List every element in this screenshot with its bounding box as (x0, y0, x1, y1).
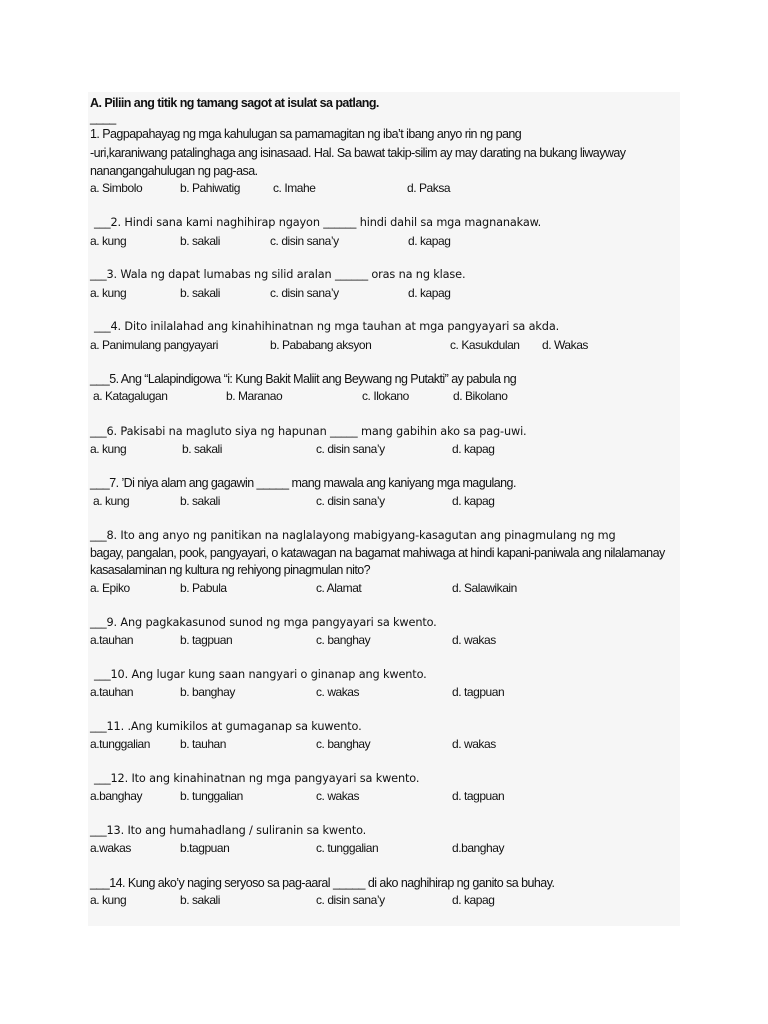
question-1-line-2: -uri,karaniwang patalinghaga ang isinasaad. Hal. Sa bawat takip-silim ay may darating na bukang liwayway (90, 146, 626, 160)
question-4-option-a: a. Panimulang pangyayari (90, 338, 218, 352)
question-5-option-a: a. Katagalugan (93, 389, 168, 403)
question-7: ___7. ’Di niya alam ang gagawin _____ mang mawala ang kaniyang mga magulang. (90, 476, 516, 490)
question-3-option-a: a. kung (90, 286, 127, 300)
question-2-option-b: b. sakali (180, 234, 220, 248)
question-12-option-c: c. wakas (316, 789, 360, 803)
question-6-option-a: a. kung (90, 442, 127, 456)
question-14: ___14. Kung ako’y naging seryoso sa pag-aaral _____ di ako naghihirap ng ganito sa buhay. (90, 876, 555, 890)
question-6-option-b: b. sakali (182, 442, 222, 456)
question-5-option-d: d. Bikolano (453, 389, 508, 403)
question-4-option-d: d. Wakas (542, 338, 588, 352)
question-9: ___9. Ang pagkakasunod sunod ng mga pangyayari sa kwento. (90, 616, 437, 629)
question-12-option-a: a.banghay (90, 789, 143, 803)
question-11-option-c: c. banghay (316, 737, 371, 751)
question-8-line-3: kasasalaminan ng kultura ng rehiyong pinagmulan nito? (90, 563, 371, 577)
question-9-option-d: d. wakas (452, 633, 496, 647)
question-10-option-d: d. tagpuan (452, 685, 505, 699)
question-6-option-d: d. kapag (452, 442, 495, 456)
question-1-option-a: a. Simbolo (90, 181, 143, 195)
question-9-option-c: c. banghay (316, 633, 371, 647)
question-1-option-b: b. Pahiwatig (180, 181, 240, 195)
question-8-line-1: ___8. Ito ang anyo ng panitikan na naglalayong mabigyang-kasagutan ang pinagmulang ng mg (90, 529, 616, 542)
question-14-option-c: c. disin sana’y (316, 893, 385, 907)
question-13-option-a: a.wakas (90, 841, 131, 855)
question-4-option-c: c. Kasukdulan (450, 338, 520, 352)
question-8-option-c: c. Alamat (316, 581, 362, 595)
question-10-option-b: b. banghay (180, 685, 235, 699)
question-11-option-b: b. tauhan (180, 737, 226, 751)
question-10-option-a: a.tauhan (90, 685, 134, 699)
question-8-option-a: a. Epiko (90, 581, 130, 595)
question-12-option-b: b. tunggalian (180, 789, 243, 803)
question-7-option-c: c. disin sana’y (316, 494, 385, 508)
question-9-option-b: b. tagpuan (180, 633, 233, 647)
question-13-option-d: d.banghay (452, 841, 505, 855)
question-3-option-d: d. kapag (408, 286, 451, 300)
question-13-option-c: c. tunggalian (316, 841, 379, 855)
question-5: ___5. Ang “Lalapindigowa “i: Kung Bakit Maliit ang Beywang ng Putakti” ay pabula ng (90, 372, 517, 386)
question-5-option-c: c. Ilokano (362, 389, 409, 403)
question-11-option-d: d. wakas (452, 737, 496, 751)
question-9-option-a: a.tauhan (90, 633, 134, 647)
question-1-option-c: c. Imahe (273, 181, 316, 195)
question-13-option-b: b.tagpuan (180, 841, 230, 855)
question-11: ___11. .Ang kumikilos at gumaganap sa kuwento. (90, 720, 362, 733)
instruction: A. Piliin ang titik ng tamang sagot at isulat sa patlang. (90, 96, 379, 110)
question-12-option-d: d. tagpuan (452, 789, 505, 803)
question-3: ___3. Wala ng dapat lumabas ng silid aralan ______ oras na ng klase. (90, 268, 466, 281)
question-10: ___10. Ang lugar kung saan nangyari o ginanap ang kwento. (94, 668, 427, 681)
question-13: ___13. Ito ang humahadlang / suliranin sa kwento. (90, 824, 367, 837)
question-14-option-a: a. kung (90, 893, 127, 907)
question-6: ___6. Pakisabi na magluto siya ng hapunan _____ mang gabihin ako sa pag-uwi. (90, 425, 527, 438)
question-3-option-b: b. sakali (180, 286, 220, 300)
question-2-option-d: d. kapag (408, 234, 451, 248)
question-5-option-b: b. Maranao (226, 389, 283, 403)
question-1-option-d: d. Paksa (407, 181, 451, 195)
answer-blank: ____ (90, 111, 116, 125)
question-1-line-1: 1. Pagpapahayag ng mga kahulugan sa pamamagitan ng iba’t ibang anyo rin ng pang (90, 127, 522, 141)
question-6-option-c: c. disin sana’y (316, 442, 385, 456)
question-2-option-a: a. kung (90, 234, 127, 248)
question-8-line-2: bagay, pangalan, pook, pangyayari, o katawagan na bagamat mahiwaga at hindi kapani-paniwala ang nilalamanay (90, 546, 665, 560)
question-3-option-c: c. disin sana’y (270, 286, 339, 300)
question-2-option-c: c. disin sana’y (270, 234, 339, 248)
question-14-option-d: d. kapag (452, 893, 495, 907)
question-7-option-d: d. kapag (452, 494, 495, 508)
question-4: ___4. Dito inilalahad ang kinahihinatnan ng mga tauhan at mga pangyayari sa akda. (94, 320, 560, 333)
question-8-option-d: d. Salawikain (452, 581, 517, 595)
question-2: ___2. Hindi sana kami naghihirap ngayon ______ hindi dahil sa mga magnanakaw. (94, 216, 542, 229)
question-7-option-a: a. kung (93, 494, 130, 508)
question-14-option-b: b. sakali (180, 893, 220, 907)
question-10-option-c: c. wakas (316, 685, 360, 699)
question-7-option-b: b. sakali (180, 494, 220, 508)
question-8-option-b: b. Pabula (180, 581, 227, 595)
question-1-line-3: nanangangahulugan ng pag-asa. (90, 164, 258, 178)
question-12: ___12. Ito ang kinahinatnan ng mga pangyayari sa kwento. (94, 772, 420, 785)
question-11-option-a: a.tunggalian (90, 737, 150, 751)
question-4-option-b: b. Pababang aksyon (270, 338, 372, 352)
